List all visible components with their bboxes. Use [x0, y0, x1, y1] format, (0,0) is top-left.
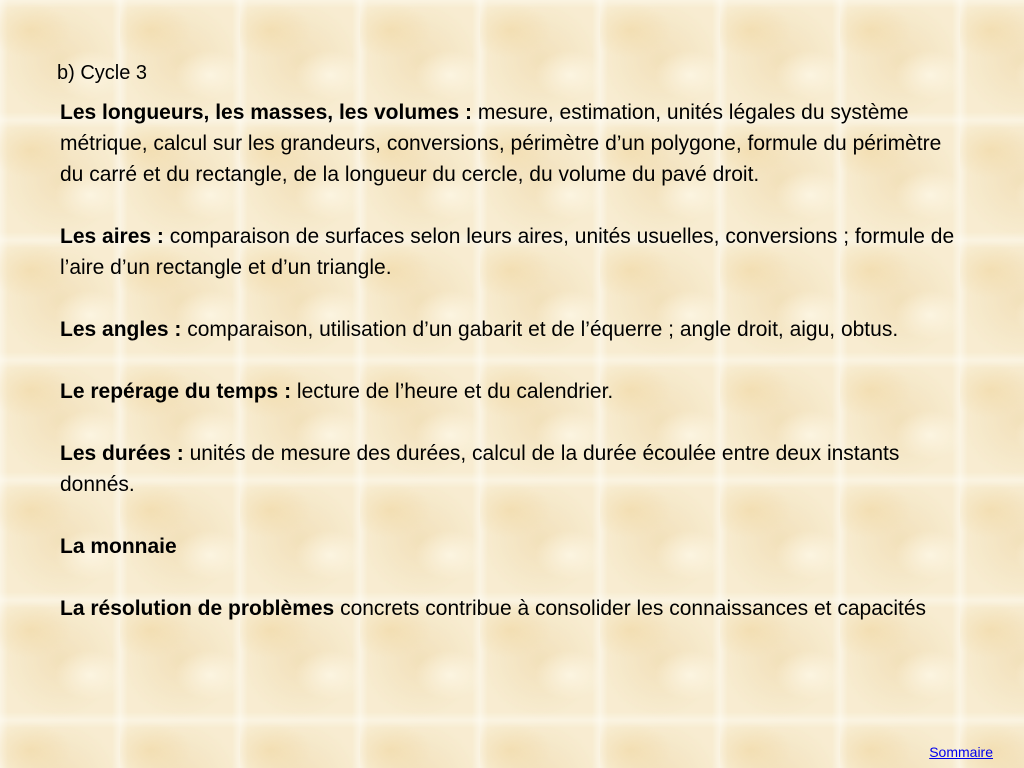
paragraph-text: unités de mesure des durées, calcul de la durée écoulée entre deux instants donnés.	[60, 442, 900, 496]
paragraph-angles	[60, 314, 965, 345]
paragraph-heading: La monnaie	[60, 535, 177, 558]
sommaire-link[interactable]: Sommaire	[929, 744, 993, 760]
paragraph-longueurs	[60, 97, 965, 190]
paragraph-problemes	[60, 593, 965, 624]
paragraph-heading: Les aires :	[60, 225, 170, 248]
paragraph-text: mesure, estimation, unités légales du système métrique, calcul sur les grandeurs, conversions, périmètre d’un polygone, formule du périmètre du carré et du rectangle, de la longueur du cercle, du volume du pavé droit.	[60, 101, 942, 186]
paragraph-text: lecture de l’heure et du calendrier.	[296, 380, 614, 403]
paragraph-text: concrets contribue à consolider les connaissances et capacités	[340, 597, 927, 620]
paragraph-heading: Les durées :	[60, 442, 190, 465]
paragraph-monnaie	[60, 531, 965, 562]
paragraph-text: comparaison de surfaces selon leurs aires, unités usuelles, conversions ; formule de l’aire d’un rectangle et d’un triangle.	[60, 225, 955, 279]
paragraph-heading: Le repérage du temps :	[60, 380, 297, 403]
paragraph-heading: Les longueurs, les masses, les volumes :	[60, 101, 478, 124]
slide-subtitle: b) Cycle 3	[57, 62, 148, 84]
paragraph-temps	[60, 376, 965, 407]
paragraph-text: comparaison, utilisation d’un gabarit et de l’équerre ; angle droit, aigu, obtus.	[187, 318, 899, 341]
paragraph-heading: Les angles :	[60, 318, 188, 341]
slide-content	[60, 97, 965, 655]
paragraph-durees	[60, 438, 965, 500]
paragraph-heading: La résolution de problèmes	[60, 597, 341, 620]
paragraph-aires	[60, 221, 965, 283]
